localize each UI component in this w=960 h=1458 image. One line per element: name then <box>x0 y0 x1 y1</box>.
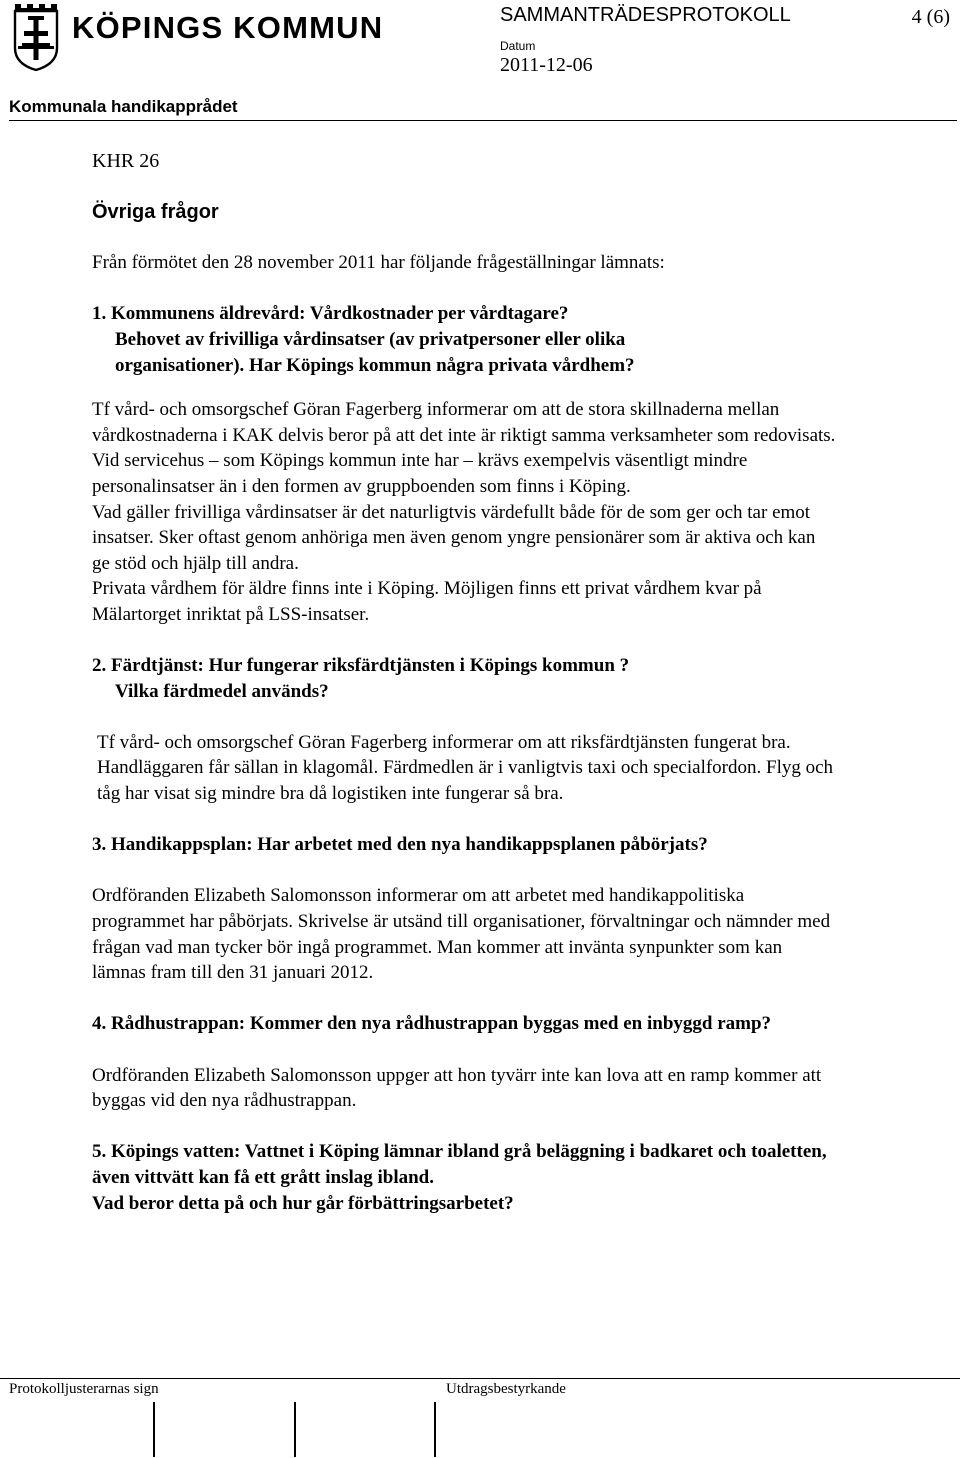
organization-wordmark: KÖPINGS KOMMUN <box>72 10 384 45</box>
minutes-body <box>92 149 837 1216</box>
answer-paragraph: Vad gäller frivilliga vårdinsatser är det naturligtvis värdefullt både för de som ger och tar emot insatser. Sker oftast genom anhöriga men även genom yngre pensionärer som är aktiva och kan ge stöd och hjälp till andra. <box>92 501 816 574</box>
question-line: Vad beror detta på och hur går förbättringsarbetet? <box>92 1192 514 1214</box>
municipality-crest-logo <box>12 2 60 72</box>
signature-line <box>153 1402 155 1457</box>
footer-divider <box>0 1378 960 1379</box>
question-line: organisationer). Har Köpings kommun några privata vårdhem? <box>115 354 635 376</box>
date-label: Datum <box>500 39 536 53</box>
question-item-5 <box>92 1139 837 1216</box>
question-item-4 <box>92 1011 837 1113</box>
question-item-1 <box>92 301 837 627</box>
answer-paragraph: Tf vård- och omsorgschef Göran Fagerberg informerar om att de stora skillnaderna mellan vårdkostnaderna i KAK delvis beror på att det inte är riktigt samma verksamheter som redovisats. Vid servicehus – som Köpings kommun inte har – krävs exempelvis väsentligt mindre personalinsatser än i den formen av gruppboenden som finns i Köping. <box>92 399 836 497</box>
header-divider <box>9 120 957 121</box>
signature-label: Protokolljusterarnas sign <box>9 1381 159 1397</box>
page-number: 4 (6) <box>911 6 950 28</box>
answer-paragraph: Tf vård- och omsorgschef Göran Fagerberg informerar om att riksfärdtjänsten fungerat bra. Handläggaren får sällan in klagomål. Färdmedlen är i vanligtvis taxi och specialfordon. Flyg och tåg har visat sig mindre bra då logistiken inte fungerar så bra. <box>97 731 834 805</box>
date-value: 2011-12-06 <box>500 54 593 76</box>
signature-line <box>294 1402 296 1457</box>
question-line: Vilka färdmedel används? <box>115 680 329 702</box>
question-line: 5. Köpings vatten: Vattnet i Köping lämnar ibland grå beläggning i badkaret och toaletten, även vittvätt kan få ett grått inslag ibland. <box>92 1141 827 1188</box>
signature-line <box>434 1402 436 1457</box>
question-line: 1. Kommunens äldrevård: Vårdkostnader per vårdtagare? <box>92 303 569 325</box>
answer-paragraph: Privata vårdhem för äldre finns inte i Köping. Möjligen finns ett privat vårdhem kvar på Mälartorget inriktat på LSS-insatser. <box>92 578 762 625</box>
section-intro: Från förmötet den 28 november 2011 har följande frågeställningar lämnats: <box>92 252 665 274</box>
answer-paragraph: Ordföranden Elizabeth Salomonsson informerar om att arbetet med handikappolitiska programmet har påbörjats. Skrivelse är utsänd till organisationer, förvaltningar och nämnder med frågan vad man tycker bör ingå programmet. Man kommer att invänta synpunkter som kan lämnas fram till den 31 januari 2012. <box>92 885 831 984</box>
question-line: Behovet av frivilliga vårdinsatser (av privatpersoner eller olika <box>115 328 626 350</box>
question-line: 3. Handikappsplan: Har arbetet med den nya handikappsplanen påbörjats? <box>92 834 708 856</box>
section-title: Övriga frågor <box>92 200 219 223</box>
answer-paragraph: Ordföranden Elizabeth Salomonsson uppger att hon tyvärr inte kan lova att en ramp kommer att byggas vid den nya rådhustrappan. <box>92 1064 822 1112</box>
question-line: 4. Rådhustrappan: Kommer den nya rådhustrappan byggas med en inbyggd ramp? <box>92 1013 772 1035</box>
question-item-3 <box>92 832 837 986</box>
question-line: 2. Färdtjänst: Hur fungerar riksfärdtjänsten i Köpings kommun ? <box>92 655 630 677</box>
certification-label: Utdragsbestyrkande <box>446 1381 566 1397</box>
committee-name: Kommunala handikapprådet <box>9 97 238 116</box>
section-number: KHR 26 <box>92 150 160 172</box>
question-item-2 <box>92 653 837 807</box>
document-type: SAMMANTRÄDESPROTOKOLL <box>500 4 791 26</box>
